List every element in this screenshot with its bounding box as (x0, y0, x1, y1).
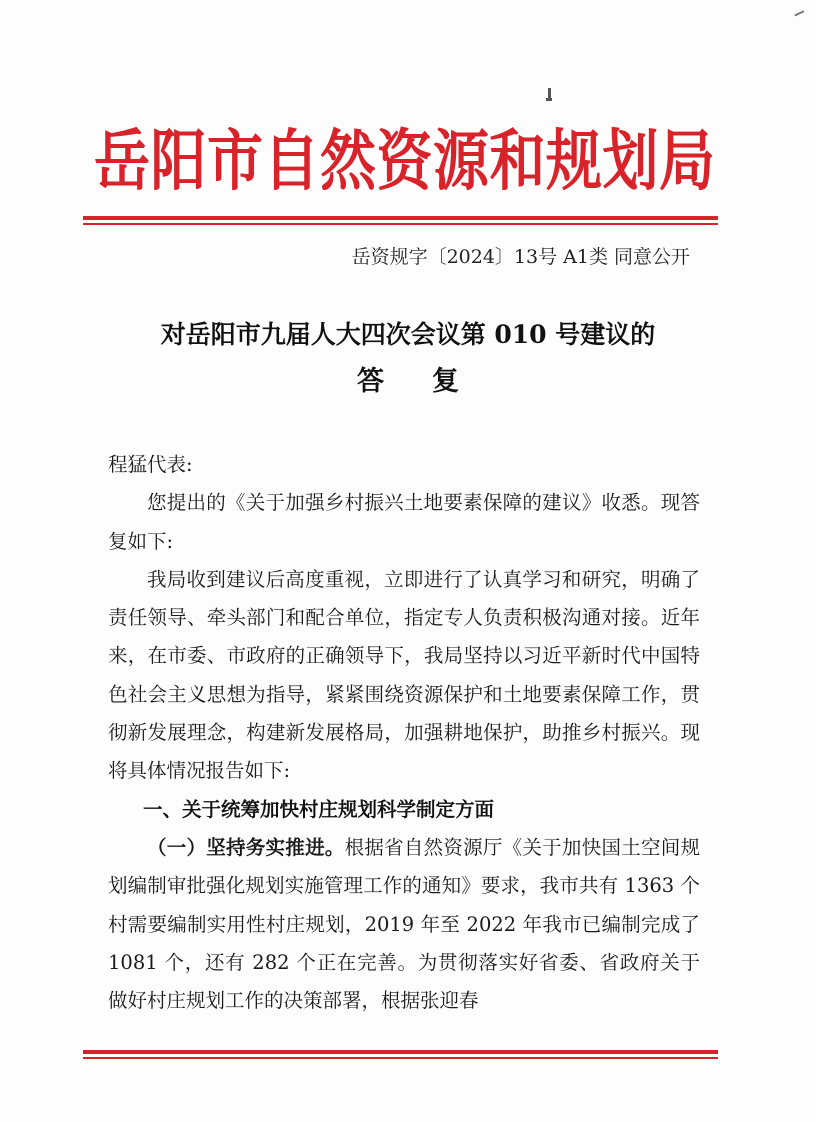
paragraph-section-1-item-1 (108, 829, 700, 1020)
organization-header: 岳阳市自然资源和规划局 (94, 122, 716, 200)
document-number: 岳资规字〔2024〕13号 A1类 同意公开 (351, 246, 690, 268)
document-title-line-2: 答复 (357, 366, 507, 397)
section-heading-1: 一、关于统筹加快村庄规划科学制定方面 (143, 797, 495, 821)
header-rule-thin (83, 223, 718, 225)
salutation: 程猛代表: (108, 453, 193, 476)
header-rule-thick (83, 216, 718, 220)
footer-rule-thin (83, 1057, 718, 1059)
document-title-line-1: 对岳阳市九届人大四次会议第 010 号建议的 (160, 320, 656, 349)
item-lead: （一）坚持务实推进。 (147, 835, 345, 859)
paragraph-acknowledgement: 您提出的《关于加强乡村振兴土地要素保障的建议》收悉。现答复如下: (108, 491, 700, 553)
item-text: 根据省自然资源厅《关于加快国土空间规划编制审批强化规划实施管理工作的通知》要求，我市共有 1363 个村需要编制实用性村庄规划，2019 年至 2022 年我市已编制完成了 1081 个，还有 282 个正在完善。为贯彻落实好省委、省政府关于做好村庄规划工作的决策部署，根据张迎春 (108, 835, 700, 1013)
scan-corner-mark (794, 10, 807, 23)
footer-rule-thick (83, 1050, 718, 1054)
letter-body (108, 446, 700, 1020)
page-mark (548, 88, 551, 100)
paragraph-overview: 我局收到建议后高度重视，立即进行了认真学习和研究，明确了责任领导、牵头部门和配合单位，指定专人负责积极沟通对接。近年来，在市委、市政府的正确领导下，我局坚持以习近平新时代中国特色社会主义思想为指导，紧紧围绕资源保护和土地要素保障工作，贯彻新发展理念，构建新发展格局，加强耕地保护，助推乡村振兴。现将具体情况报告如下: (108, 567, 700, 783)
